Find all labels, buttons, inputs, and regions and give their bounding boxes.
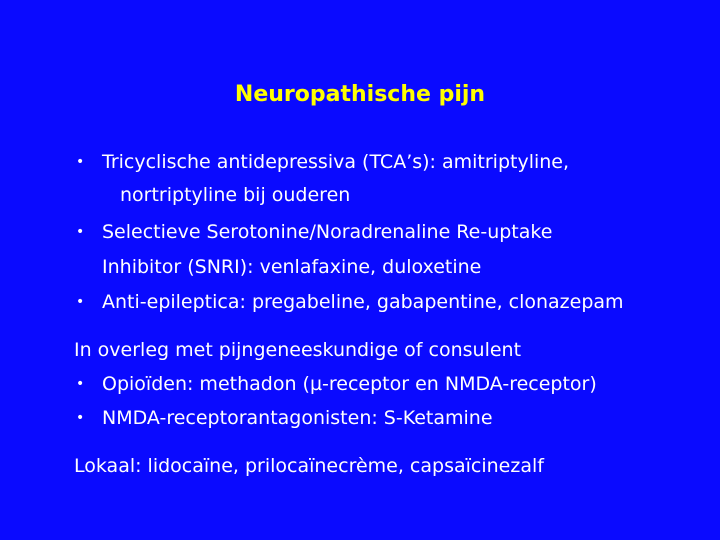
bullet-icon: • [76, 376, 85, 392]
list-item-opioiden: Opioïden: methadon (µ-receptor en NMDA-receptor) [102, 373, 597, 395]
list-item-tca: Tricyclische antidepressiva (TCA’s): amitriptyline, [102, 151, 570, 173]
consult-heading: In overleg met pijngeneeskundige of consulent [74, 339, 522, 361]
list-item-snri: Selectieve Serotonine/Noradrenaline Re-uptake [102, 221, 553, 243]
list-item-snri-continued: Inhibitor (SNRI): venlafaxine, duloxetine [102, 256, 482, 278]
list-item-anti-epileptica: Anti-epileptica: pregabeline, gabapentine, clonazepam [102, 291, 624, 313]
bullet-icon: • [76, 224, 85, 240]
local-treatment-text: Lokaal: lidocaïne, prilocaïnecrème, capsaïcinezalf [74, 455, 544, 477]
slide-title: Neuropathische pijn [234, 82, 486, 107]
list-item-tca-continued: nortriptyline bij ouderen [120, 184, 351, 206]
list-item-nmda: NMDA-receptorantagonisten: S-Ketamine [102, 407, 493, 429]
bullet-icon: • [76, 410, 85, 426]
bullet-icon: • [76, 294, 85, 310]
bullet-icon: • [76, 154, 85, 170]
